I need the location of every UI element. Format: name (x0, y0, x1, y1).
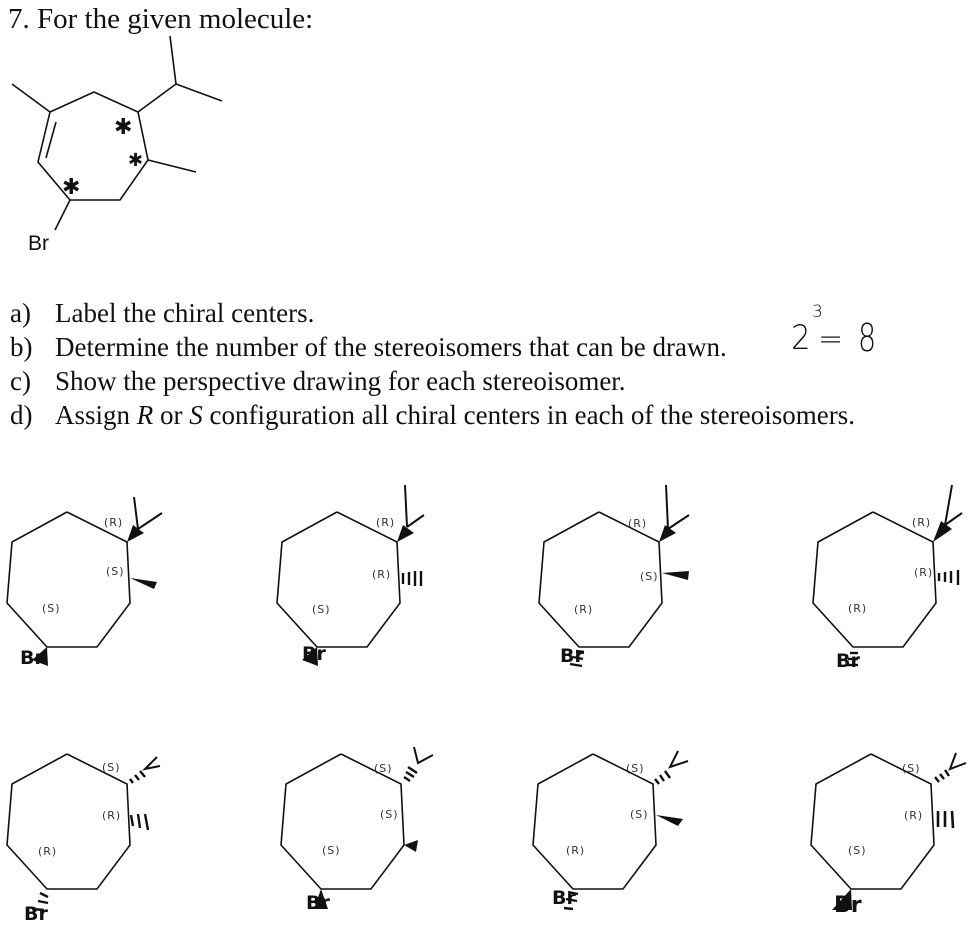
handwritten-exponent: 3 (812, 302, 823, 322)
config-label-bottom: (R) (574, 603, 594, 616)
bromine-label: Br (552, 887, 576, 909)
bromine-label: Br (302, 643, 326, 665)
config-label-top: (S) (626, 762, 645, 775)
hash-bond-icon (130, 771, 145, 783)
config-label-middle: (S) (380, 808, 399, 821)
config-label-top: (S) (102, 761, 121, 774)
stereoisomer-4 (808, 485, 976, 705)
stereoisomer-8-structure (806, 727, 976, 947)
given-molecule-structure (0, 0, 330, 270)
config-label-top: (S) (902, 762, 921, 775)
config-label-bottom: (R) (566, 844, 586, 857)
config-label-middle: (S) (630, 808, 649, 821)
handwritten-base: 2 (791, 318, 811, 358)
stereoisomer-8 (806, 727, 976, 947)
chiral-marker-3: ✱ (62, 175, 81, 200)
hash-bond-icon (655, 771, 670, 784)
bromine-label: Br (24, 903, 48, 925)
config-label-bottom: (R) (38, 845, 58, 858)
config-label-top: (S) (374, 762, 393, 775)
question-part-b: b) Determine the number of the stereoisomers that can be drawn. (10, 332, 727, 362)
hash-bond-icon (935, 770, 949, 782)
config-label-top: (R) (628, 517, 648, 530)
config-label-bottom: (S) (42, 602, 61, 615)
hash-bond-icon (938, 811, 953, 828)
chiral-marker-1: ✱ (114, 115, 133, 140)
config-label-middle: (S) (640, 570, 659, 583)
question-part-c: c) Show the perspective drawing for each stereoisomer. (10, 366, 626, 396)
stereoisomer-1 (2, 485, 242, 705)
question-part-a: a) Label the chiral centers. (10, 298, 315, 328)
config-label-top: (R) (104, 516, 124, 529)
stereoisomer-5 (2, 727, 242, 947)
hash-bond-icon (404, 767, 417, 781)
config-label-middle: (R) (372, 568, 392, 581)
config-label-top: (R) (376, 516, 396, 529)
chiral-marker-2: ✱ (128, 150, 144, 171)
config-label-middle: (R) (914, 566, 934, 579)
stereoisomer-3-structure (534, 485, 774, 705)
wedge-bond-icon (130, 578, 157, 589)
config-label-middle: (R) (904, 809, 924, 822)
config-label-bottom: (R) (848, 602, 868, 615)
stereoisomer-7-structure (528, 727, 768, 947)
hash-bond-icon (131, 814, 148, 830)
stereoisomer-3 (534, 485, 774, 705)
question-title: 7. For the given molecule: (8, 3, 314, 35)
stereoisomer-4-structure (808, 485, 976, 705)
stereoisomer-6-structure (276, 727, 516, 947)
config-label-top: (R) (912, 516, 932, 529)
handwritten-equals: = (818, 322, 844, 357)
bromine-label: Br (836, 650, 860, 672)
config-label-bottom: (S) (322, 844, 341, 857)
hash-bond-icon (939, 570, 958, 585)
bromine-label: Br (306, 892, 330, 914)
stereoisomer-2 (272, 485, 512, 705)
stereoisomer-6 (276, 727, 516, 947)
handwritten-result: 8 (858, 316, 877, 360)
config-label-bottom: (S) (848, 844, 867, 857)
config-label-middle: (R) (102, 809, 122, 822)
chiral-center-markers (62, 115, 143, 200)
bromine-label: Br (20, 647, 44, 669)
stereoisomer-7 (528, 727, 768, 947)
bromine-label: Br (834, 893, 862, 918)
wedge-bond-icon (404, 840, 418, 852)
question-part-d: d) Assign R or S configuration all chiral centers in each of the stereoisomers. (10, 400, 856, 430)
config-label-bottom: (S) (312, 603, 331, 616)
bromine-label: Br (28, 232, 49, 255)
bromine-label: Br (560, 645, 584, 667)
question-parts (10, 296, 855, 432)
hash-bond-icon (403, 571, 421, 586)
config-label-middle: (S) (106, 565, 125, 578)
